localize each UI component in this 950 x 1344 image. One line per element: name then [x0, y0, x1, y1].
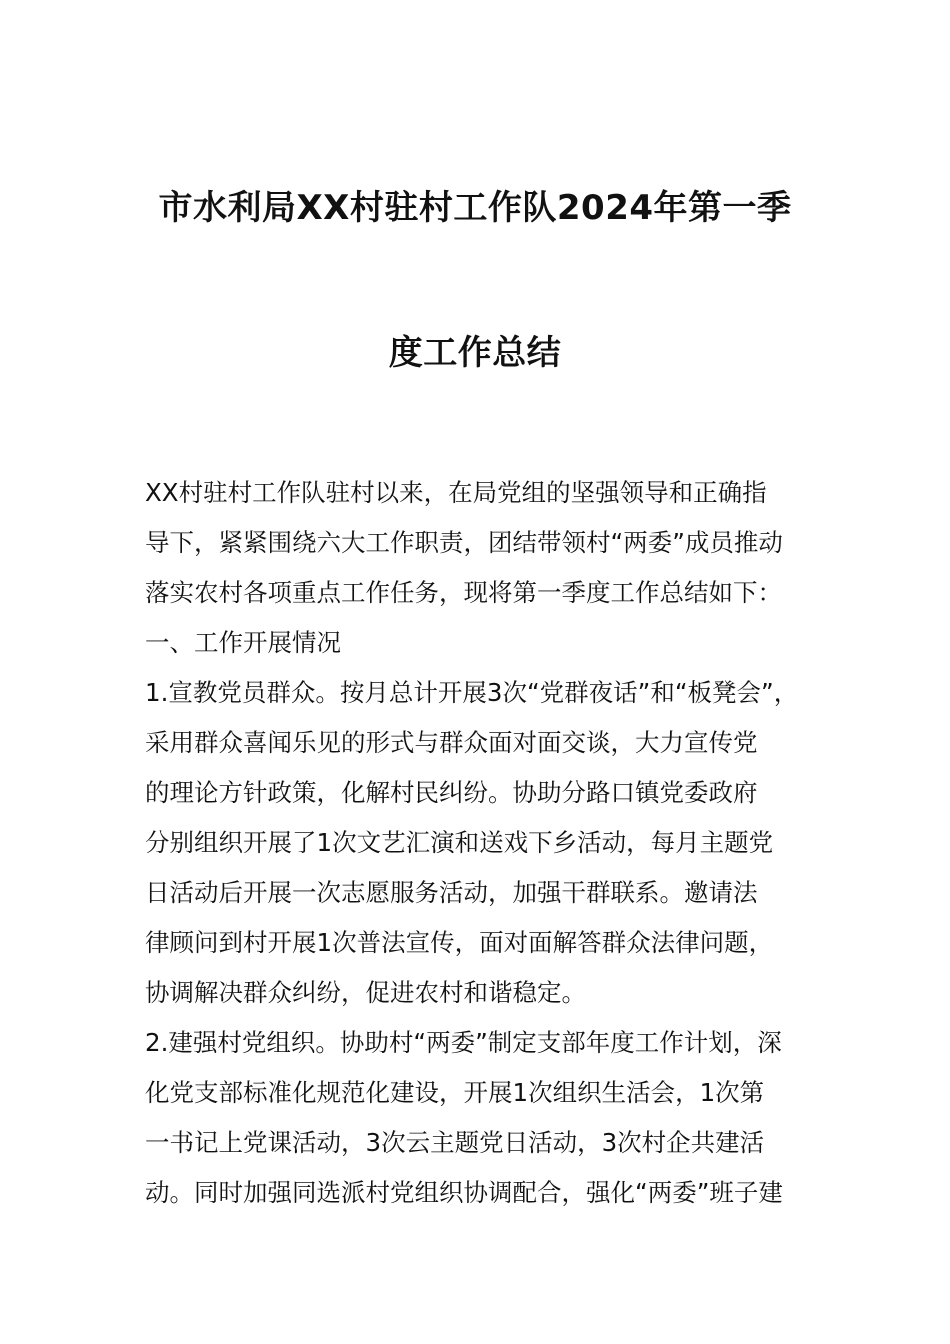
body-line: 2.建强村党组织。协助村“两委”制定支部年度工作计划，深 — [145, 1028, 782, 1057]
body-line: 的理论方针政策，化解村民纠纷。协助分路口镇党委政府 — [145, 778, 758, 807]
body-line: 一书记上党课活动，3次云主题党日活动，3次村企共建活 — [145, 1128, 765, 1157]
body-line: XX村驻村工作队驻村以来，在局党组的坚强领导和正确指 — [145, 478, 767, 507]
document-title-line-2: 度工作总结 — [388, 333, 562, 373]
document-title-line-1: 市水利局XX村驻村工作队2024年第一季 — [158, 188, 792, 228]
document-body — [145, 468, 825, 1218]
body-line: 律顾问到村开展1次普法宣传，面对面解答群众法律问题， — [145, 928, 774, 957]
body-line: 动。同时加强同选派村党组织协调配合，强化“两委”班子建 — [145, 1178, 783, 1207]
body-line: 落实农村各项重点工作任务，现将第一季度工作总结如下： — [145, 578, 782, 607]
body-line: 日活动后开展一次志愿服务活动，加强干群联系。邀请法 — [145, 878, 758, 907]
body-line: 1.宣教党员群众。按月总计开展3次“党群夜话”和“板凳会”， — [145, 678, 799, 707]
body-line: 化党支部标准化规范化建设，开展1次组织生活会，1次第 — [145, 1078, 765, 1107]
body-line: 采用群众喜闻乐见的形式与群众面对面交谈，大力宣传党 — [145, 728, 758, 757]
body-line: 导下，紧紧围绕六大工作职责，团结带领村“两委”成员推动 — [145, 528, 783, 557]
body-line: 分别组织开展了1次文艺汇演和送戏下乡活动，每月主题党 — [145, 828, 774, 857]
body-line: 协调解决群众纠纷，促进农村和谐稳定。 — [145, 978, 586, 1007]
section-heading: 一、工作开展情况 — [145, 628, 341, 657]
